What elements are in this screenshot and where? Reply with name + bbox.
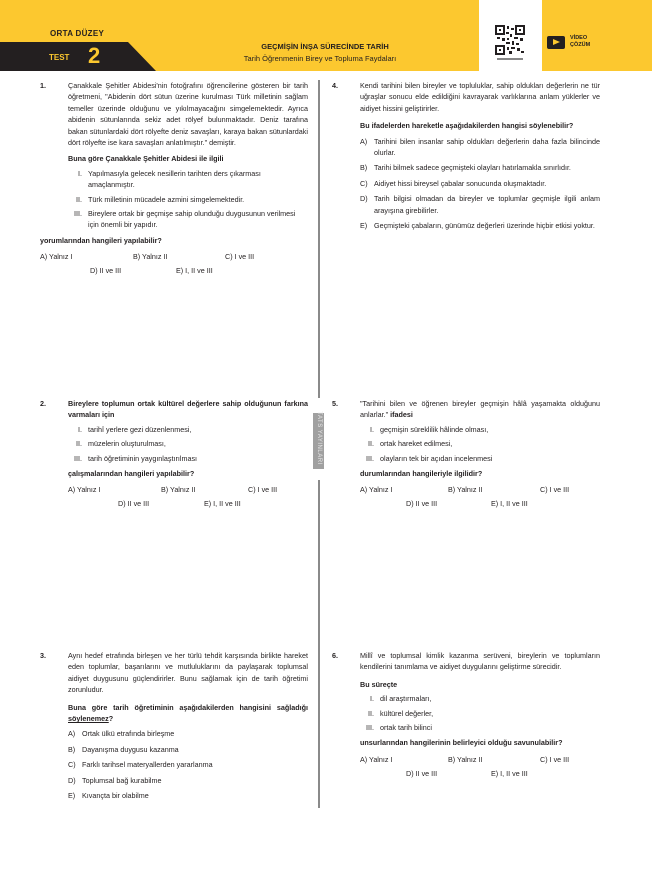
- statement-item: II. kültürel değerler,: [368, 708, 434, 718]
- qr-code-icon[interactable]: [495, 25, 525, 55]
- statement-item: II. ortak hareket edilmesi,: [368, 439, 453, 449]
- question-2: [40, 398, 308, 510]
- question-stem: Bireylere toplumun ortak kültürel değerlere sahip olduğunun farkına varmaları için: [68, 399, 308, 420]
- statement-item: I. dil araştırmaları,: [370, 694, 432, 704]
- statement-item: I. Yapılmasıyla gelecek nesillerin tarihten ders çıkarması amaçlanmıştır.: [78, 168, 261, 190]
- page-header: [0, 0, 652, 71]
- option-e[interactable]: E) I, II ve III: [491, 768, 528, 778]
- question-number: 1.: [40, 81, 46, 90]
- statement-item: I. geçmişin süreklilik hâlinde olması,: [370, 424, 489, 434]
- question-stem: Millî ve toplumsal kimlik kazanma serüveni, bireylerin ve toplumların kendilerini tanımlama ve aidiyet duygularını geliştirme sürecidir.: [360, 651, 600, 672]
- question-prompt: unsurlarından hangilerinin belirleyici olduğu savunulabilir?: [360, 738, 563, 748]
- option-d[interactable]: D) II ve III: [118, 499, 150, 509]
- answer-options: [68, 728, 308, 801]
- option-e[interactable]: E) Kıvançta bir olabilme: [68, 791, 149, 801]
- answer-options: [360, 484, 600, 510]
- option-b[interactable]: B) Yalnız II: [161, 485, 196, 495]
- question-number: 4.: [332, 81, 338, 90]
- option-c[interactable]: C) I ve III: [540, 485, 570, 495]
- option-b[interactable]: B) Dayanışma duygusu kazanma: [68, 744, 179, 754]
- question-3: [40, 650, 308, 801]
- question-prompt: Buna göre tarih öğretiminin aşağıdakilerden hangisini sağladığı söylenemez?: [68, 702, 308, 724]
- question-lead: Buna göre Çanakkale Şehitler Abidesi ile ilgili: [68, 154, 224, 164]
- option-a[interactable]: A) Tarihini bilen insanlar sahip oldukları değerlerin daha fazla bilincinde olurlar.: [360, 136, 600, 158]
- question-1: [40, 80, 308, 277]
- option-b[interactable]: B) Yalnız II: [448, 485, 483, 495]
- question-4: [332, 80, 600, 231]
- statement-item: III. tarih öğretiminin yaygınlaştırılması: [74, 453, 198, 463]
- option-d[interactable]: D) II ve III: [406, 768, 438, 778]
- question-stem: Çanakkale Şehitler Abidesi'nin fotoğrafını öğrencilerine gösteren bir tarih öğretmeni, "Abidenin dört sütun üzerine kurulması Türk milletinin sağlam temeller üzerinde olduğunu ve yıkılmayacağını simgelemektedir. Ayrıca abidenin sütunlarında sekiz adet rölyef bulunmaktadır. Deniz tarafına bakan sütunlardaki dört rölyefte deniz savaşları, karaya bakan sütunlardaki dört rölyefte ise kara savaşları anlatılmıştır." demiştir.: [68, 81, 308, 148]
- answer-options: [360, 754, 600, 780]
- question-number: 2.: [40, 399, 46, 408]
- option-b[interactable]: B) Yalnız II: [448, 754, 483, 764]
- option-d[interactable]: D) Toplumsal bağ kurabilme: [68, 775, 162, 785]
- play-icon: [547, 36, 565, 49]
- statement-item: III. olayların tek bir açıdan incelenmesi: [366, 453, 493, 463]
- option-a[interactable]: A) Ortak ülkü etrafında birleşme: [68, 729, 175, 739]
- answer-options: [68, 484, 308, 510]
- question-stem: Kendi tarihini bilen bireyler ve topluluklar, sahip oldukları değerlerin ne tür uğraşlar sonucu elde edildiğini kavrayarak varlıklarına anlam yüklerler ve aidiyet hissini geliştirirler.: [360, 81, 600, 113]
- question-prompt: çalışmalarından hangileri yapılabilir?: [68, 469, 195, 479]
- statement-item: I. tarihî yerlere gezi düzenlenmesi,: [78, 424, 192, 434]
- question-number: 6.: [332, 651, 338, 660]
- option-b[interactable]: B) Tarihi bilmek sadece geçmişteki olayları hatırlamakla sınırlıdır.: [360, 163, 571, 173]
- option-c[interactable]: C) I ve III: [248, 485, 278, 495]
- answer-options: [360, 136, 600, 232]
- option-c[interactable]: C) Aidiyet hissi bireysel çabalar sonucunda oluşmaktadır.: [360, 178, 547, 188]
- statement-item: III. ortak tarih bilinci: [366, 723, 432, 733]
- question-stem: "Tarihini bilen ve öğrenen bireyler geçmişin hâlâ yaşamakta olduğunu anlarlar." ifadesi: [360, 399, 600, 420]
- test-number: 2: [88, 43, 101, 68]
- page-subtitle: Tarih Öğrenmenin Birey ve Topluma Faydaları: [243, 54, 397, 63]
- question-prompt: durumlarından hangileriyle ilgilidir?: [360, 469, 483, 479]
- option-c[interactable]: C) Farklı tarihsel materyallerden yararlanma: [68, 760, 213, 770]
- question-5: [332, 398, 600, 510]
- option-e[interactable]: E) Geçmişteki çabaların, günümüz değerleri üzerinde hiçbir etkisi yoktur.: [360, 221, 595, 231]
- question-prompt: Bu ifadelerden hareketle aşağıdakilerden hangisi söylenebilir?: [360, 121, 574, 131]
- statement-item: II. müzelerin oluşturulması,: [76, 439, 166, 449]
- option-d[interactable]: D) II ve III: [406, 499, 438, 509]
- video-label: VİDEO ÇÖZÜM: [570, 35, 591, 48]
- question-number: 5.: [332, 399, 338, 408]
- answer-options: [40, 251, 308, 277]
- test-label: TEST: [49, 53, 70, 62]
- option-c[interactable]: C) I ve III: [225, 252, 255, 262]
- question-prompt: yorumlarından hangileri yapılabilir?: [40, 235, 162, 245]
- option-e[interactable]: E) I, II ve III: [176, 266, 213, 276]
- publisher-side-label: TATS YAYINLARI: [313, 413, 324, 469]
- option-a[interactable]: A) Yalnız I: [40, 252, 73, 262]
- question-stem: Aynı hedef etrafında birleşen ve her türlü tehdit karşısında birlikte hareket eden toplumlar, başarılarını ve mutluluklarını da paylaşarak toplumsal aidiyet duygusunu güçlendirirler. Bunu sağlamak için de tarih öğretimi zorunludur.: [68, 651, 308, 695]
- statement-item: II. Türk milletinin mücadele azmini simgelemektedir.: [76, 194, 245, 204]
- question-number: 3.: [40, 651, 46, 660]
- option-d[interactable]: D) Tarih bilgisi olmadan da bireyler ve toplumlar geçmişle ilgili anlam arayışına girebilirler.: [360, 194, 600, 215]
- option-e[interactable]: E) I, II ve III: [204, 499, 241, 509]
- option-a[interactable]: A) Yalnız I: [360, 754, 393, 764]
- option-a[interactable]: A) Yalnız I: [68, 485, 101, 495]
- difficulty-level: ORTA DÜZEY: [50, 29, 105, 38]
- test-ribbon: [0, 42, 156, 71]
- question-lead: Bu süreçte: [360, 679, 398, 689]
- statement-item: III. Bireylere ortak bir geçmişe sahip olunduğu duygusunun verilmesi için önemli bir yapıdır.: [74, 209, 296, 230]
- column-divider-bottom: [318, 480, 320, 808]
- option-b[interactable]: B) Yalnız II: [133, 252, 168, 262]
- option-c[interactable]: C) I ve III: [540, 754, 570, 764]
- question-6: [332, 650, 600, 780]
- column-divider-top: [318, 80, 320, 398]
- option-d[interactable]: D) II ve III: [90, 266, 122, 276]
- option-e[interactable]: E) I, II ve III: [491, 499, 528, 509]
- option-a[interactable]: A) Yalnız I: [360, 485, 393, 495]
- video-solution-button[interactable]: [547, 35, 590, 49]
- qr-caption: [497, 58, 523, 60]
- page-title: GEÇMİŞİN İNŞA SÜRECİNDE TARİH: [261, 42, 389, 51]
